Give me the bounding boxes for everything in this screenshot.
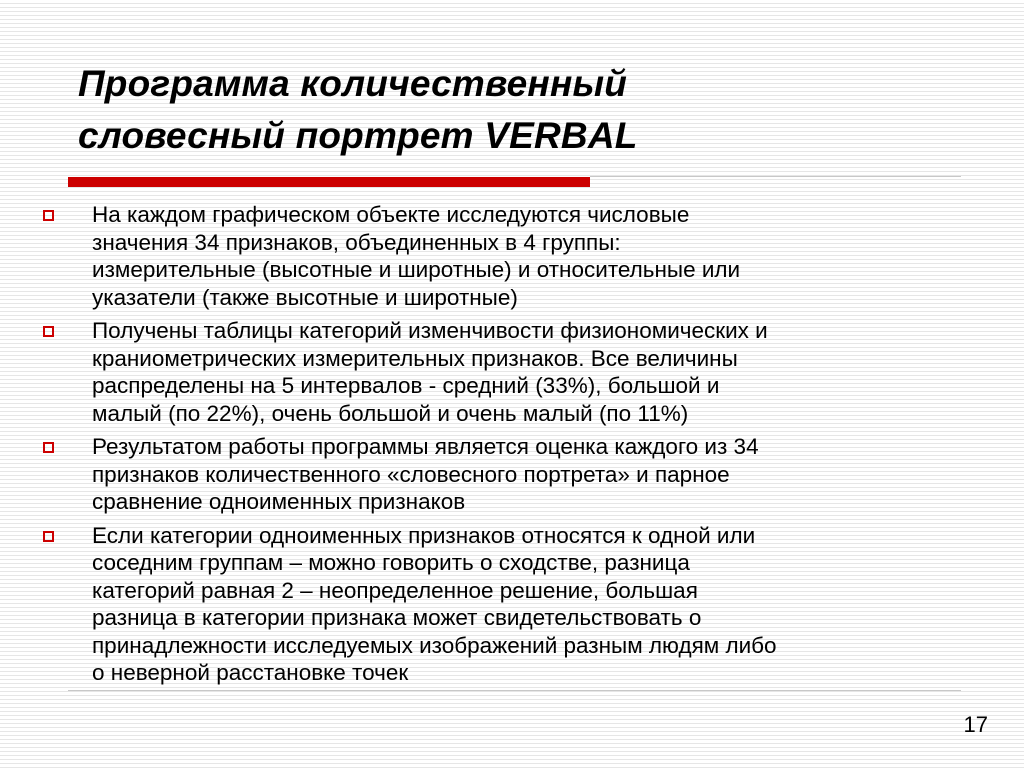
bullet-item xyxy=(40,317,975,427)
bullet-list xyxy=(40,201,975,693)
title-accent-bar xyxy=(68,177,590,187)
slide-title-line-2: словесный портрет VERBAL xyxy=(78,115,638,156)
bullet-text: На каждом графическом объекте исследуются числовые значения 34 признаков, объединенных в 4 группы: измерительные (высотные и широтные) и относительные или указатели (также высотные и широтные) xyxy=(92,202,741,310)
page-number: 17 xyxy=(963,712,988,737)
slide-title-line-1: Программа количественный xyxy=(78,63,628,104)
hollow-square-icon xyxy=(43,210,54,221)
hollow-square-icon xyxy=(43,442,54,453)
bullet-text: Результатом работы программы является оценка каждого из 34 признаков количественного «словесного портрета» и парное сравнение одноименных признаков xyxy=(92,434,759,514)
hollow-square-icon xyxy=(43,326,54,337)
title-divider-line xyxy=(590,176,961,177)
bullet-text: Если категории одноименных признаков относятся к одной или соседним группам – можно говорить о сходстве, разница категорий равная 2 – неопределенное решение, большая разница в категории признака может свидетельствовать о принадлежности исследуемых изображений разным людям либо о неверной расстановке точек xyxy=(92,522,777,685)
slide-title xyxy=(78,58,958,162)
bullet-text: Получены таблицы категорий изменчивости физиономических и краниометрических измерительных признаков. Все величины распределены на 5 интервалов - средний (33%), большой и малый (по 22%), очень большой и очень малый (по 11%) xyxy=(92,318,768,426)
bullet-item xyxy=(40,201,975,311)
hollow-square-icon xyxy=(43,531,54,542)
bullet-item xyxy=(40,522,975,687)
footer-divider-line xyxy=(68,690,961,691)
bullet-item xyxy=(40,433,975,516)
